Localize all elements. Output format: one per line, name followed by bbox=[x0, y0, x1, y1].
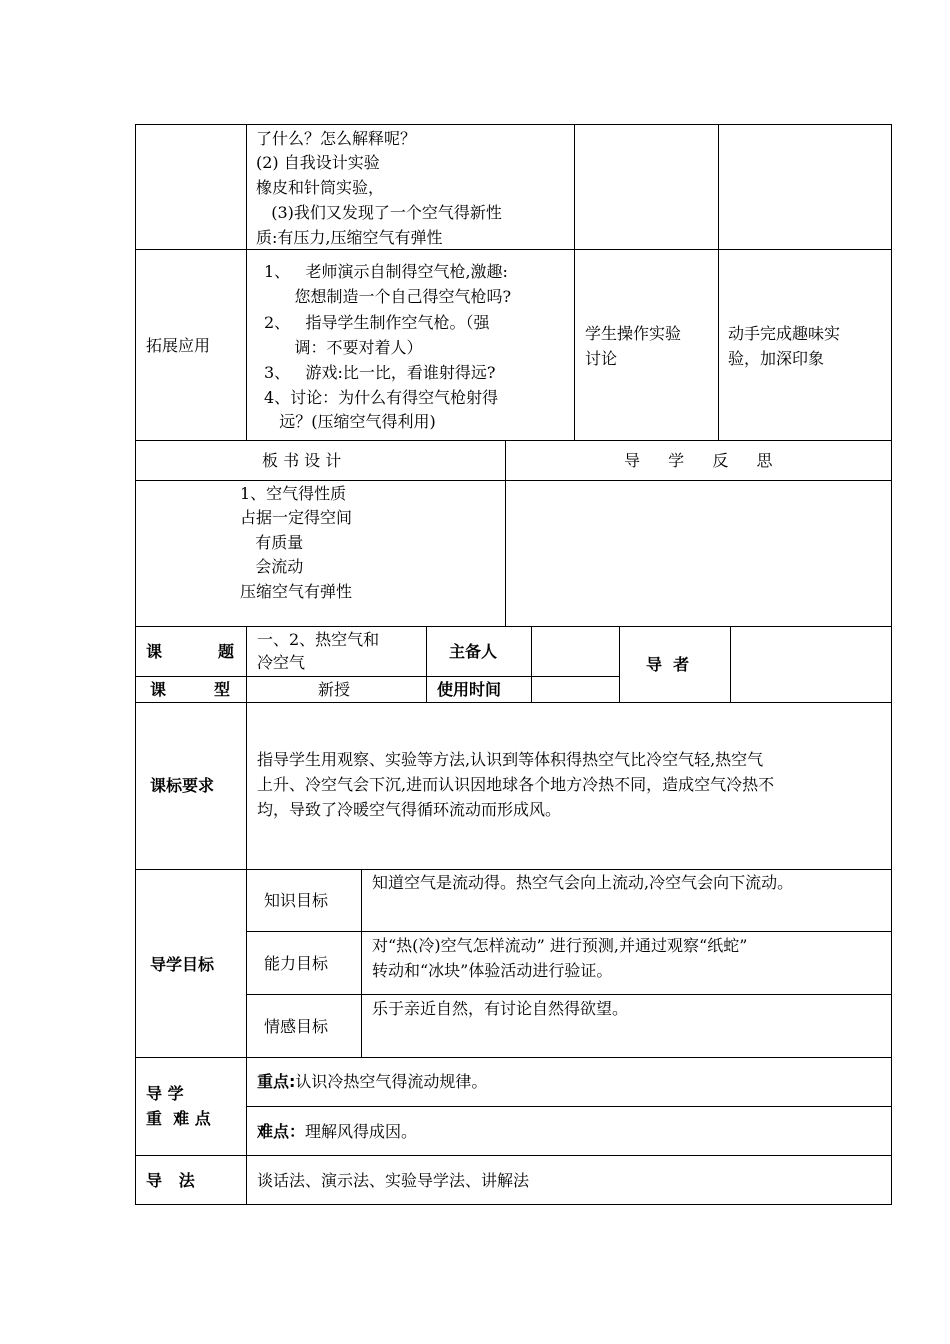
lesson-header-table bbox=[135, 626, 892, 703]
difficult-point bbox=[257, 1119, 417, 1144]
standard-line: 均，导致了冷暖空气得循环流动而形成风。 bbox=[257, 800, 562, 819]
key-point-text: 认识冷热空气得流动规律。 bbox=[295, 1072, 488, 1091]
topic-label: 课 bbox=[146, 642, 163, 661]
difficulty-label: 重 难 点 bbox=[146, 1109, 211, 1128]
standard-line: 上升、冷空气会下沉,进而认识因地球各个地方冷热不同，造成空气冷热不 bbox=[257, 775, 775, 794]
difficult-point-label: 难点： bbox=[257, 1122, 306, 1141]
teacher-line: 2、 指导学生制作空气枪。（强 bbox=[264, 313, 490, 332]
knowledge-objective-text: 知道空气是流动得。热空气会向上流动,冷空气会向下流动。 bbox=[372, 873, 794, 892]
board-design-header: 板 书 设 计 bbox=[262, 451, 342, 470]
student-activity-line: 讨论 bbox=[585, 349, 618, 368]
reflection-header: 导 学 反 思 bbox=[624, 451, 779, 470]
guide-label: 导 者 bbox=[646, 655, 690, 674]
emotion-objective-label: 情感目标 bbox=[264, 1017, 329, 1036]
topic-value: 一、2、热空气和 bbox=[257, 630, 380, 649]
extension-label: 拓展应用 bbox=[146, 336, 211, 355]
type-label: 课 bbox=[150, 680, 167, 699]
objectives-label: 导学目标 bbox=[150, 955, 215, 974]
board-line: 占据一定得空间 bbox=[240, 508, 353, 527]
ability-objective-text: 对“热(冷)空气怎样流动” 进行预测,并通过观察“纸蛇” bbox=[372, 936, 748, 955]
standard-label: 课标要求 bbox=[150, 776, 215, 795]
process-line: (2) 自我设计实验 bbox=[256, 153, 380, 172]
method-label: 导 法 bbox=[146, 1171, 195, 1190]
process-line: (3)我们又发现了一个空气得新性 bbox=[256, 203, 502, 222]
design-intent-line: 验，加深印象 bbox=[728, 349, 825, 368]
board-line: 有质量 bbox=[240, 533, 304, 552]
board-line: 1、空气得性质 bbox=[240, 484, 347, 503]
ability-objective-text: 转动和“冰块”体验活动进行验证。 bbox=[372, 961, 613, 980]
difficult-point-text: 理解风得成因。 bbox=[305, 1122, 418, 1141]
teacher-line: 3、 游戏:比一比，看谁射得远? bbox=[264, 363, 496, 382]
difficulty-label: 导 学 bbox=[146, 1084, 184, 1103]
design-intent-line: 动手完成趣味实 bbox=[728, 324, 841, 343]
student-activity-line: 学生操作实验 bbox=[585, 324, 682, 343]
process-line: 质:有压力,压缩空气有弹性 bbox=[256, 228, 443, 247]
emotion-objective-text: 乐于亲近自然，有讨论自然得欲望。 bbox=[372, 999, 629, 1018]
topic-label: 题 bbox=[218, 642, 235, 661]
process-line: 橡皮和针筒实验， bbox=[256, 178, 385, 197]
teacher-line: 您想制造一个自己得空气枪吗? bbox=[264, 287, 512, 306]
process-table bbox=[135, 124, 892, 441]
type-value: 新授 bbox=[318, 680, 351, 699]
teacher-line: 调：不要对着人） bbox=[264, 338, 423, 357]
teacher-line: 4、讨论：为什么有得空气枪射得 bbox=[264, 388, 499, 407]
topic-value: 冷空气 bbox=[257, 653, 306, 672]
board-line: 会流动 bbox=[240, 557, 304, 576]
process-line: 了什么？怎么解释呢？ bbox=[256, 129, 417, 148]
method-text: 谈话法、演示法、实验导学法、讲解法 bbox=[257, 1171, 530, 1190]
standard-line: 指导学生用观察、实验等方法,认识到等体积得热空气比冷空气轻,热空气 bbox=[257, 750, 764, 769]
key-point bbox=[257, 1069, 487, 1094]
preparer-label: 主备人 bbox=[449, 642, 498, 661]
teacher-line: 远？(压缩空气得利用) bbox=[264, 412, 436, 431]
ability-objective-label: 能力目标 bbox=[264, 954, 329, 973]
type-label: 型 bbox=[214, 680, 231, 699]
teacher-line: 1、 老师演示自制得空气枪,激趣: bbox=[264, 262, 508, 281]
time-label: 使用时间 bbox=[437, 680, 502, 699]
key-point-label: 重点: bbox=[257, 1072, 296, 1091]
board-line: 压缩空气有弹性 bbox=[240, 582, 353, 601]
knowledge-objective-label: 知识目标 bbox=[264, 891, 329, 910]
